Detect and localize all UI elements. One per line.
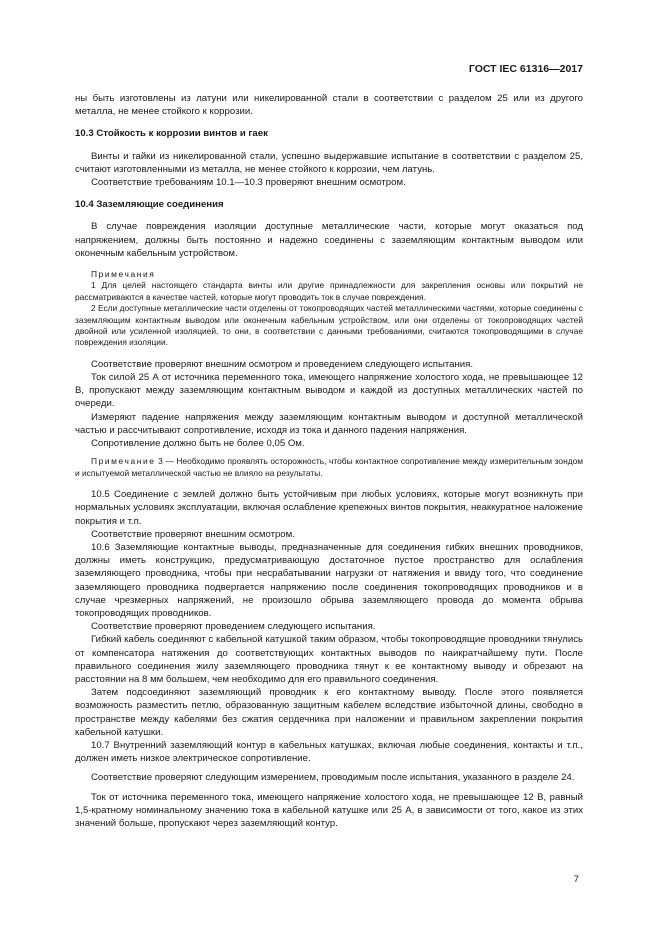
paragraph: Гибкий кабель соединяют с кабельной катушкой таким образом, чтобы токопроводящие проводники тянулись от компенсатора натяжения до соответствующих контактных выводов по наикратчайшему пути. После правильного соединения жилу заземляющего проводника тянут к ее контактному выводу и обрезают на расстоянии на 8 мм большем, чем необходимо для его правильного соединения. — [75, 634, 583, 685]
paragraph: Соответствие проверяют проведением следующего испытания. — [91, 621, 376, 633]
paragraph: Соответствие проверяют внешним осмотром. — [91, 528, 295, 540]
standard-header: ГОСТ IEC 61316—2017 — [468, 63, 583, 75]
note-3-label: Примечание — [91, 456, 156, 467]
section-heading-10-3 — [75, 127, 583, 140]
notes-label — [75, 269, 583, 280]
paragraph-10-7: 10.7 Внутренний заземляющий контур в кабельных катушках, включая любые соединения, контакты и т.п., должен иметь низкое электрическое сопротивление. — [75, 739, 583, 765]
page-number: 7 — [573, 874, 579, 885]
paragraph: Ток от источника переменного тока, имеющего напряжение холостого хода, не превышающее 12 В, равный 1,5-кратному номинальному значению тока в кабельной катушке или 25 А, в зависимости от того, какое из этих значений больше, пропускают через заземляющий контур. — [75, 791, 583, 829]
paragraph: Соответствие проверяют следующим измерением, проводимым после испытания, указанного в разделе 24. — [91, 772, 575, 784]
section-heading-10-4: 10.4 Заземляющие соединения — [75, 199, 224, 211]
notes-label-text: Примечания — [91, 269, 156, 280]
note-2: 2 Если доступные металлические части отделены от токопроводящих частей металлическими частями, которые соединены с заземляющим контактным выводом или оконечным кабельным устройством, или они отделены от токопроводящих частей двойной или усиленной изоляцией, то они, в соответствии с данными требованиями, считаются токопроводящими в случае повреждения изоляции. — [75, 303, 583, 348]
paragraph-10-5: 10.5 Соединение с землей должно быть устойчивым при любых условиях, которые могут возникнуть при нормальных условиях эксплуатации, включая ослабление крепежных винтов покрытия, неаккуратное наложение покрытия и т.п. — [75, 489, 583, 527]
paragraph-10-6: 10.6 Заземляющие контактные выводы, предназначенные для соединения гибких внешних проводников, должны иметь конструкцию, предусматривающую достаточное пустое пространство для ослабления заземляющего проводника, чтобы при несрабатывании нагрузки от натяжения и ввиду того, что соединение заземляющего проводника подвергается напряжению после соединения токопроводящих проводников и в случае чрезмерных напряжений, не произошло обрыва заземляющего провода до момента обрыва токопроводящих проводников. — [75, 541, 583, 619]
paragraph: Соответствие требованиям 10.1—10.3 проверяют внешним осмотром. — [91, 177, 406, 189]
page-body — [75, 92, 583, 830]
paragraph: В случае повреждения изоляции доступные металлические части, которые могут оказаться под напряжением, должны быть постоянно и надежно соединены с заземляющим контактным выводом или оконечным кабельным устройством. — [75, 221, 583, 259]
paragraph: Винты и гайки из никелированной стали, успешно выдержавшие испытание в соответствии с разделом 25, считают изготовленными из металла, не менее стойкого к коррозии, чем латунь. — [75, 150, 583, 175]
paragraph: Затем подсоединяют заземляющий проводник к его контактному выводу. После этого появляется возможность разместить петлю, образованную защитным кабелем вследствие избыточной длины, свободно в пространстве между кабелями без сжатия сердечника при наложении и правильном закреплении покрытия кабельной катушки. — [75, 687, 583, 738]
paragraph: Сопротивление должно быть не более 0,05 Ом. — [91, 438, 305, 450]
paragraph: Соответствие проверяют внешним осмотром и проведением следующего испытания. — [91, 358, 474, 370]
heading-text: 10.3 Стойкость к коррозии винтов и гаек — [75, 128, 268, 140]
paragraph: Ток силой 25 А от источника переменного тока, имеющего напряжение холостого хода, не превышающее 12 В, пропускают между заземляющим контактным выводом и каждой из доступных металлических частей по очереди. — [75, 372, 583, 410]
paragraph-continued: ны быть изготовлены из латуни или никелированной стали в соответствии с разделом 25 или из другого металла, не менее стойкого к коррозии. — [75, 93, 583, 118]
note-1: 1 Для целей настоящего стандарта винты или другие принадлежности для закрепления основы или покрытий не рассматриваются в качестве частей, которые могут проводить ток в случае повреждения. — [75, 280, 583, 302]
note-3-text: 3 — Необходимо проявлять осторожность, чтобы контактное сопротивление между измерительным зондом и испытуемой металлической частью не влияло на результаты. — [75, 456, 583, 478]
note-3 — [75, 456, 583, 479]
paragraph: Измеряют падение напряжения между заземляющим контактным выводом и доступной металлической частью и рассчитывают сопротивление, исходя из тока и данного падения напряжения. — [75, 411, 583, 436]
